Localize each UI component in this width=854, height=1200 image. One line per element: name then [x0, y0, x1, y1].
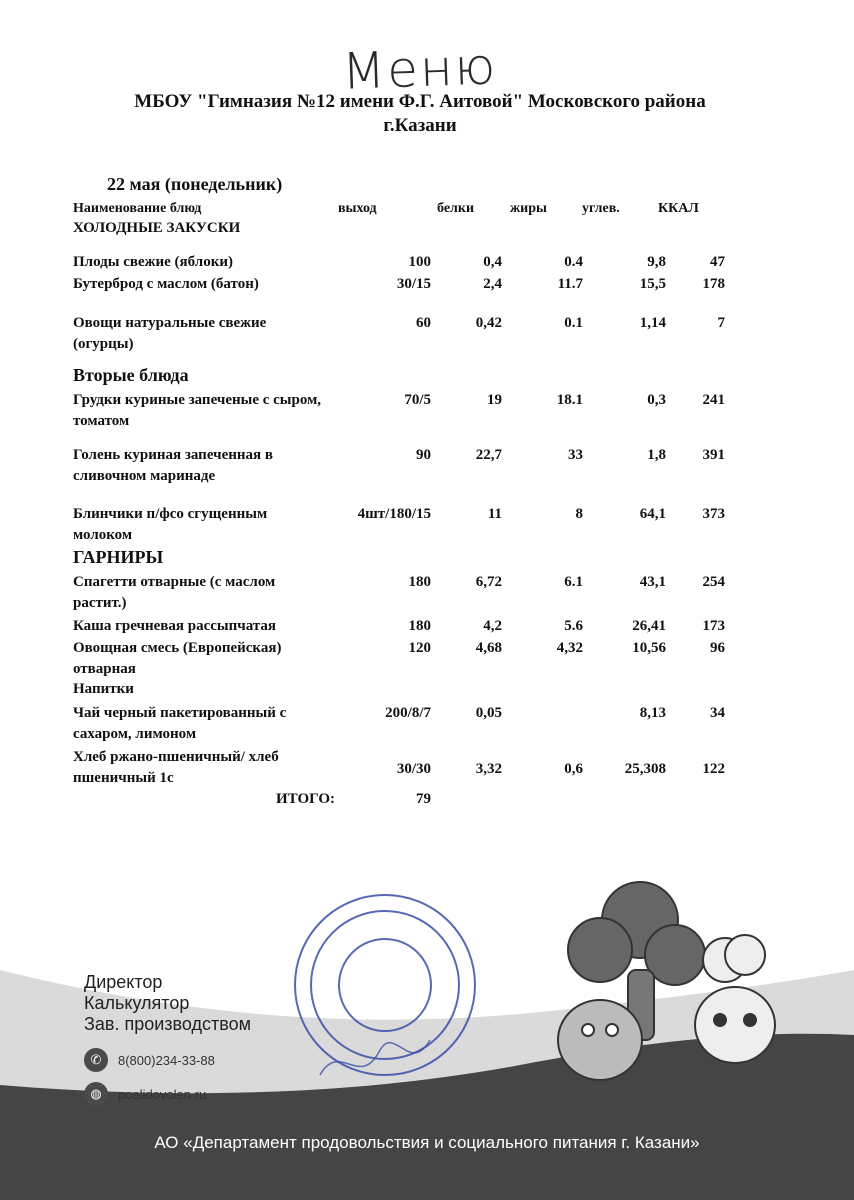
- dish-yield: 90: [416, 447, 431, 463]
- dish-kcal: 122: [702, 761, 725, 777]
- dish-proteins: 6,72: [475, 574, 502, 590]
- dish-fats: 0.4: [564, 254, 583, 270]
- dish-yield: 60: [416, 315, 431, 331]
- dish-proteins: 4,2: [483, 618, 502, 634]
- dish-proteins: 19: [487, 392, 502, 408]
- dish-name: Бутерброд с маслом (батон): [73, 276, 259, 292]
- dish-kcal: 7: [717, 315, 725, 331]
- role-production: Зав. производством: [84, 1014, 251, 1034]
- contact-phone: [84, 1048, 215, 1072]
- dish-proteins: 4,68: [475, 640, 502, 656]
- dish-yield: 200/8/7: [385, 705, 431, 721]
- dish-proteins: 0,42: [475, 315, 502, 331]
- dish-name: Голень куриная запеченная в сливочном маринаде: [73, 447, 273, 484]
- dish-carbs: 9,8: [647, 254, 666, 270]
- school-city: г.Казани: [383, 115, 457, 136]
- menu-date: 22 мая (понедельник): [107, 174, 283, 194]
- dish-kcal: 96: [710, 640, 725, 656]
- dish-yield: 4шт/180/15: [357, 506, 431, 522]
- dish-kcal: 373: [702, 506, 725, 522]
- dish-name: Каша гречневая рассыпчатая: [73, 618, 277, 634]
- dish-name: Чай черный пакетированный с сахаром, лимоном: [73, 705, 287, 742]
- dish-name: Хлеб ржано-пшеничный/ хлеб пшеничный 1с: [73, 749, 279, 786]
- dish-proteins: 11: [487, 506, 502, 522]
- total-value: 79: [416, 791, 431, 807]
- globe-icon: ◍: [84, 1082, 108, 1106]
- dish-fats: 0.1: [564, 315, 583, 331]
- dish-fats: 8: [575, 506, 583, 522]
- dish-carbs: 0,3: [647, 392, 666, 408]
- dish-name: Овощи натуральные свежие (огурцы): [73, 315, 267, 352]
- col-name: Наименование блюд: [73, 201, 202, 216]
- dish-carbs: 26,41: [632, 618, 666, 634]
- dish-carbs: 10,56: [632, 640, 666, 656]
- dish-kcal: 254: [702, 574, 725, 590]
- dish-carbs: 43,1: [639, 574, 666, 590]
- col-proteins: белки: [437, 201, 475, 216]
- col-fats: жиры: [510, 201, 547, 216]
- dish-kcal: 391: [702, 447, 725, 463]
- dish-fats: 4,32: [556, 640, 583, 656]
- dish-name: Блинчики п/фсо сгущенным молоком: [73, 506, 268, 543]
- dish-yield: 180: [408, 574, 431, 590]
- dish-carbs: 15,5: [639, 276, 666, 292]
- mascot-carrot: [558, 1000, 642, 1080]
- dish-kcal: 34: [710, 705, 725, 721]
- dish-name: Овощная смесь (Европейская) отварная: [73, 640, 282, 677]
- dish-kcal: 241: [702, 392, 725, 408]
- dish-fats: 18.1: [556, 392, 583, 408]
- school-header: [60, 90, 780, 138]
- footer-roles: [84, 972, 251, 1035]
- dish-fats: 0,6: [564, 761, 583, 777]
- phone-number: 8(800)234-33-88: [118, 1052, 215, 1068]
- dish-proteins: 0,4: [483, 254, 502, 270]
- website-link[interactable]: poelidovolen.ru: [118, 1086, 207, 1102]
- dish-name: Грудки куриные запеченые с сыром, томатом: [73, 392, 322, 429]
- dish-proteins: 2,4: [483, 276, 502, 292]
- dish-name: Плоды свежие (яблоки): [73, 254, 233, 270]
- section-cold: ХОЛОДНЫЕ ЗАКУСКИ: [73, 220, 241, 236]
- dish-yield: 180: [408, 618, 431, 634]
- dish-carbs: 8,13: [639, 705, 666, 721]
- dish-kcal: 47: [710, 254, 725, 270]
- school-name: МБОУ "Гимназия №12 имени Ф.Г. Аитовой" Московского района: [134, 91, 706, 112]
- dish-kcal: 178: [702, 276, 725, 292]
- role-director: Директор: [84, 972, 163, 992]
- col-carbs: углев.: [582, 201, 620, 216]
- company-name: АО «Департамент продовольствия и социального питания г. Казани»: [154, 1133, 700, 1152]
- total-label: ИТОГО:: [276, 791, 335, 807]
- contact-website[interactable]: [84, 1082, 206, 1106]
- handwritten-title: Меню: [341, 37, 499, 101]
- dish-yield: 30/30: [396, 761, 431, 777]
- dish-carbs: 1,14: [639, 315, 666, 331]
- dish-carbs: 25,308: [624, 761, 666, 777]
- dish-fats: 33: [568, 447, 583, 463]
- dish-proteins: 0,05: [475, 705, 502, 721]
- dish-carbs: 1,8: [647, 447, 666, 463]
- dish-fats: 11.7: [557, 276, 583, 292]
- dish-proteins: 3,32: [475, 761, 502, 777]
- dish-yield: 30/15: [396, 276, 431, 292]
- dish-yield: 120: [408, 640, 431, 656]
- mascot-chef: [695, 935, 775, 1063]
- section-second: Вторые блюда: [73, 365, 189, 385]
- col-yield: выход: [338, 201, 377, 216]
- dish-carbs: 64,1: [639, 506, 666, 522]
- dish-name: Спагетти отварные (с маслом растит.): [73, 574, 276, 611]
- dish-yield: 70/5: [404, 392, 431, 408]
- dish-yield: 100: [408, 254, 431, 270]
- dish-fats: 6.1: [564, 574, 583, 590]
- phone-icon: ✆: [84, 1048, 108, 1072]
- col-kcal: ККАЛ: [658, 201, 699, 216]
- dish-fats: 5.6: [564, 618, 583, 634]
- dish-kcal: 173: [702, 618, 725, 634]
- role-calculator: Калькулятор: [84, 993, 190, 1013]
- section-drinks: Напитки: [73, 681, 134, 697]
- section-garnish: ГАРНИРЫ: [73, 547, 164, 567]
- dish-proteins: 22,7: [475, 447, 502, 463]
